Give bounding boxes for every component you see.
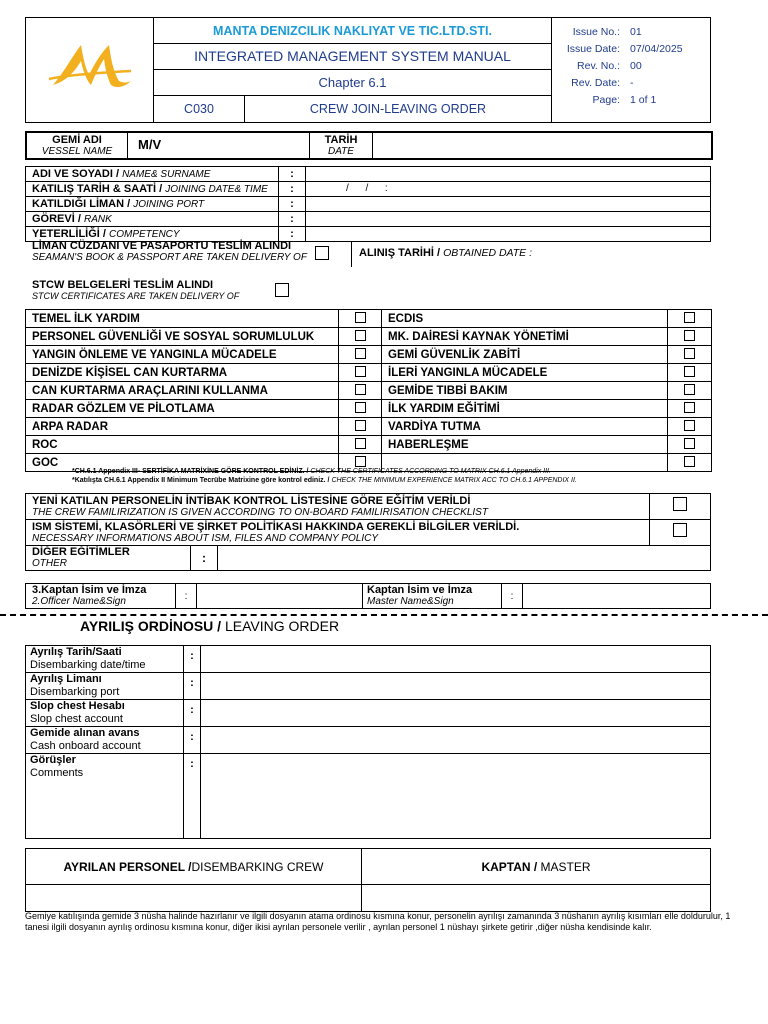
familiarization-2-checkbox[interactable] <box>673 523 687 537</box>
cut-line <box>0 614 768 616</box>
checkbox-icon[interactable] <box>684 384 695 395</box>
leaving-title-en: LEAVING ORDER <box>224 618 340 634</box>
joining-field-colon: : <box>279 182 306 197</box>
certificates-grid <box>25 309 712 472</box>
note-1 <box>72 467 577 476</box>
leaving-field-label <box>26 700 184 727</box>
checkbox-icon[interactable] <box>355 330 366 341</box>
joining-field-tr: YETERLİLİĞİ / <box>32 227 110 240</box>
issue-no-label: Issue No.: <box>572 26 620 38</box>
joining-field-row <box>26 182 711 197</box>
rev-date-label: Rev. Date: <box>571 77 620 89</box>
certificate-right-check-cell <box>668 382 712 400</box>
certificate-right-label: İLK YARDIM EĞİTİMİ <box>382 400 668 418</box>
certificate-row <box>26 310 712 328</box>
certificate-left-check-cell <box>339 364 382 382</box>
checkbox-icon[interactable] <box>684 348 695 359</box>
checkbox-icon[interactable] <box>684 402 695 413</box>
disembarking-crew-en: DISEMBARKING CREW <box>191 859 324 874</box>
certificate-right-label: İLERİ YANGINLA MÜCADELE <box>382 364 668 382</box>
page-total: 1 <box>650 94 657 106</box>
certificate-left-check-cell <box>339 310 382 328</box>
certificate-row <box>26 364 712 382</box>
joining-field-row <box>26 212 711 227</box>
leaving-field-label <box>26 646 184 673</box>
checkbox-icon[interactable] <box>355 456 366 467</box>
seaman-book-checkbox[interactable] <box>315 246 329 260</box>
certificate-right-check-cell <box>668 346 712 364</box>
joining-field-row <box>26 167 711 182</box>
certificate-right-check-cell <box>668 436 712 454</box>
rev-no-value: 00 <box>630 60 642 72</box>
certificate-left-label: ARPA RADAR <box>26 418 339 436</box>
certificate-row <box>26 436 712 454</box>
certificate-row <box>26 418 712 436</box>
certificate-left-label: PERSONEL GÜVENLİĞİ VE SOSYAL SORUMLULUK <box>26 328 339 346</box>
company-name-cell <box>154 18 552 44</box>
joining-field-colon: : <box>279 197 306 212</box>
familiarization-row-2 <box>26 520 650 546</box>
leaving-field-tr: Ayrılış Limanı <box>30 673 102 685</box>
other-training-label <box>26 546 191 571</box>
joining-field-en: RANK <box>83 213 112 225</box>
issue-date-value: 07/04/2025 <box>630 43 683 55</box>
certificate-left-label: ROC <box>26 436 339 454</box>
stcw-en: STCW CERTIFICATES ARE TAKEN DELIVERY OF <box>32 291 240 301</box>
familiarization-2-en: NECESSARY INFORMATIONS ABOUT ISM, FILES AND COMPANY POLICY <box>32 532 378 544</box>
certificate-left-label: GOC <box>26 454 339 472</box>
note-2-bold: *Katılışta CH.6.1 Appendix II Minimum Tecrübe Matrixine göre kontrol ediniz. / <box>72 477 330 484</box>
checkbox-icon[interactable] <box>355 420 366 431</box>
checkbox-icon[interactable] <box>684 438 695 449</box>
leaving-order-title <box>80 618 339 634</box>
joining-field-tr: KATILDIĞI LİMAN / <box>32 197 134 210</box>
leaving-field-row <box>26 700 711 727</box>
certificate-left-label: YANGIN ÖNLEME VE YANGINLA MÜCADELE <box>26 346 339 364</box>
leaving-field-value[interactable] <box>201 754 711 839</box>
other-training-table <box>25 545 711 571</box>
familiarization-table <box>25 493 711 546</box>
leaving-field-row <box>26 646 711 673</box>
joining-field-value[interactable] <box>306 167 711 182</box>
leaving-title-tr: AYRILIŞ ORDİNOSU / <box>80 618 225 634</box>
seaman-book-en: SEAMAN'S BOOK & PASSPORT ARE TAKEN DELIVERY OF <box>32 252 307 263</box>
obtained-date-tr: ALINIŞ TARİHİ / <box>359 247 444 259</box>
leaving-field-colon: : <box>184 727 201 754</box>
date-en: DATE <box>328 146 354 157</box>
certificate-right-check-cell <box>668 454 712 472</box>
form-code-cell <box>154 96 245 123</box>
leaving-fields <box>25 645 711 839</box>
leaving-field-value[interactable] <box>201 700 711 727</box>
leaving-field-en: Comments <box>30 767 84 779</box>
joining-field-row <box>26 197 711 212</box>
join-signatures <box>25 583 711 609</box>
master-sign-field-leave[interactable] <box>362 885 711 912</box>
leaving-field-value[interactable] <box>201 646 711 673</box>
manual-title: INTEGRATED MANAGEMENT SYSTEM MANUAL <box>194 47 511 64</box>
familiarization-1-check-cell <box>650 494 711 520</box>
certificate-right-label: GEMİ GÜVENLİK ZABİTİ <box>382 346 668 364</box>
leaving-field-tr: Slop chest Hesabı <box>30 700 125 712</box>
form-title: CREW JOIN-LEAVING ORDER <box>309 102 487 116</box>
rev-date-value: - <box>630 77 634 89</box>
joining-field-label <box>26 197 279 212</box>
date-tr: TARİH <box>324 134 358 146</box>
checkbox-icon[interactable] <box>355 366 366 377</box>
certificate-right-label: GEMİDE TIBBİ BAKIM <box>382 382 668 400</box>
checkbox-icon[interactable] <box>355 438 366 449</box>
document-header <box>25 17 711 123</box>
manual-title-cell <box>154 44 552 70</box>
certificate-right-label: MK. DAİRESİ KAYNAK YÖNETİMİ <box>382 328 668 346</box>
certificate-row <box>26 346 712 364</box>
certificate-right-check-cell <box>668 310 712 328</box>
issue-date-label: Issue Date: <box>566 43 620 55</box>
form-title-cell <box>245 96 552 123</box>
familiarization-2-check-cell <box>650 520 711 546</box>
joining-field-value[interactable] <box>306 212 711 227</box>
other-training-field[interactable] <box>218 546 711 571</box>
familiarization-1-tr: YENİ KATILAN PERSONELİN İNTİBAK KONTROL LİSTESİNE GÖRE EĞİTİM VERİLDİ <box>32 494 471 507</box>
logo-cell <box>26 18 154 123</box>
chapter: Chapter 6.1 <box>318 74 387 90</box>
leaving-field-label <box>26 754 184 839</box>
notes <box>72 467 577 485</box>
manta-logo <box>47 41 133 95</box>
joining-field-colon: : <box>279 167 306 182</box>
leaving-field-en: Disembarking date/time <box>30 659 146 671</box>
disembarking-crew-label <box>26 849 362 885</box>
page-current: 1 <box>630 94 636 106</box>
stcw-checkbox[interactable] <box>275 283 289 297</box>
form-code: C030 <box>184 102 214 116</box>
date-label <box>310 133 373 158</box>
joining-field-en: JOINING PORT <box>133 198 205 210</box>
joining-field-label <box>26 212 279 227</box>
other-training-en: OTHER <box>32 558 67 569</box>
joining-field-en: JOINING DATE& TIME <box>165 183 268 195</box>
note-1-italic: CHECK THE CERTIFICATES ACCORDING TO MATRIX CH.6.1 Appendix III. <box>308 468 551 475</box>
leaving-field-tr: Gemide alınan avans <box>30 727 140 739</box>
officer-sign-label <box>26 584 176 609</box>
rev-no-label: Rev. No.: <box>577 60 620 72</box>
leaving-field-row <box>26 754 711 839</box>
checkbox-icon[interactable] <box>355 402 366 413</box>
footer-note: Gemiye katılışında gemide 3 nüsha halinde hazırlanır ve ilgili dosyanın atama ordinosu kısmına konur, personelin ayrılışı zamanında 3 nüshanın ayrılış kısımları elle doldurulur, 1 tanesi ilgili dosyanın ayrılış ordinosu kısmına konur, diğer ikisi ayrılan personele verilir , ayrılan personel 1 nüshayı şirkete getirir ,diğer nüsha kendisinde kalır. <box>25 911 731 932</box>
certificate-left-label: TEMEL İLK YARDIM <box>26 310 339 328</box>
officer-sign-colon: : <box>176 584 197 609</box>
joining-field-value[interactable] <box>306 197 711 212</box>
joining-field-tr: KATILIŞ TARİH & SAATİ / <box>32 182 166 195</box>
stcw-tr: STCW BELGELERİ TESLİM ALINDI <box>32 279 214 291</box>
certificate-right-check-cell <box>668 364 712 382</box>
seaman-book-row <box>32 240 362 263</box>
vessel-name-en: VESSEL NAME <box>41 146 113 157</box>
seaman-book-tr: LİMAN CÜZDANI VE PASAPORTU TESLİM ALINDI <box>32 240 292 252</box>
certificate-left-label: RADAR GÖZLEM VE PİLOTLAMA <box>26 400 339 418</box>
leaving-field-row <box>26 727 711 754</box>
checkbox-icon[interactable] <box>684 420 695 431</box>
leaving-field-tr: Ayrılış Tarih/Saati <box>30 646 122 658</box>
master-sign-colon: : <box>502 584 523 609</box>
leaving-field-value[interactable] <box>201 727 711 754</box>
certificate-left-check-cell <box>339 328 382 346</box>
chapter-cell <box>154 70 552 96</box>
certificate-row <box>26 382 712 400</box>
checkbox-icon[interactable] <box>684 312 695 323</box>
date-field[interactable] <box>373 133 711 158</box>
joining-field-value[interactable]: / / : <box>306 182 711 197</box>
vessel-name-label <box>27 133 128 158</box>
joining-field-en: COMPETENCY <box>109 228 180 240</box>
disembarking-crew-sign-field[interactable] <box>26 885 362 912</box>
master-sign-field[interactable] <box>523 584 711 609</box>
certificate-right-label: HABERLEŞME <box>382 436 668 454</box>
vessel-row <box>25 131 713 160</box>
checkbox-icon[interactable] <box>684 456 695 467</box>
master-sign-en: Master Name&Sign <box>367 596 454 607</box>
other-training-colon: : <box>191 546 218 571</box>
certificate-row <box>26 400 712 418</box>
leaving-field-tr: Görüşler <box>30 754 76 766</box>
page-label: Page: <box>592 94 620 106</box>
leaving-field-label <box>26 727 184 754</box>
leaving-field-label <box>26 673 184 700</box>
familiarization-1-en: THE CREW FAMILIRIZATION IS GIVEN ACCORDING TO ON-BOARD FAMILIRISATION CHECKLIST <box>32 506 488 518</box>
officer-sign-field[interactable] <box>197 584 363 609</box>
document-meta <box>552 18 711 123</box>
joining-field-colon: : <box>279 227 306 242</box>
page-value <box>630 94 702 106</box>
leaving-field-en: Cash onboard account <box>30 740 141 752</box>
officer-sign-en: 2.Officer Name&Sign <box>32 596 126 607</box>
certificate-left-check-cell <box>339 346 382 364</box>
checkbox-icon[interactable] <box>684 366 695 377</box>
leaving-field-colon: : <box>184 700 201 727</box>
obtained-date[interactable] <box>359 247 532 259</box>
leaving-field-colon: : <box>184 754 201 839</box>
certificate-left-check-cell <box>339 418 382 436</box>
leaving-field-row <box>26 673 711 700</box>
divider <box>351 241 352 267</box>
note-2 <box>72 476 577 485</box>
joining-field-label <box>26 182 279 197</box>
familiarization-1-checkbox[interactable] <box>673 497 687 511</box>
stcw-row <box>32 279 362 301</box>
certificate-left-label: DENİZDE KİŞİSEL CAN KURTARMA <box>26 364 339 382</box>
joining-field-value[interactable] <box>306 227 711 242</box>
certificate-right-check-cell <box>668 418 712 436</box>
obtained-date-en: OBTAINED DATE : <box>443 247 533 259</box>
familiarization-row-1 <box>26 494 650 520</box>
joining-field-colon: : <box>279 212 306 227</box>
officer-sign-tr: 3.Kaptan İsim ve İmza <box>32 584 147 596</box>
certificate-left-label: CAN KURTARMA ARAÇLARINI KULLANMA <box>26 382 339 400</box>
certificate-right-label: ECDIS <box>382 310 668 328</box>
joining-field-en: NAME& SURNAME <box>122 168 211 180</box>
issue-no-value: 01 <box>630 26 642 38</box>
joining-field-label <box>26 167 279 182</box>
disembarking-crew-tr: AYRILAN PERSONEL / <box>63 859 192 874</box>
certificate-right-check-cell <box>668 328 712 346</box>
checkbox-icon[interactable] <box>355 348 366 359</box>
checkbox-icon[interactable] <box>355 384 366 395</box>
master-sign-label <box>363 584 502 609</box>
master-tr: KAPTAN / <box>481 859 541 874</box>
master-sign-tr: Kaptan İsim ve İmza <box>367 584 473 596</box>
master-label <box>362 849 711 885</box>
company-name: MANTA DENIZCILIK NAKLIYAT VE TIC.LTD.STI. <box>213 23 492 38</box>
familiarization-2-tr: ISM SİSTEMİ, KLASÖRLERİ VE ŞİRKET POLİTİKASI HAKKINDA GEREKLİ BİLGİLER VERİLDİ. <box>32 520 520 533</box>
checkbox-icon[interactable] <box>684 330 695 341</box>
certificate-right-label: VARDİYA TUTMA <box>382 418 668 436</box>
leaving-field-en: Slop chest account <box>30 713 123 725</box>
certificate-row <box>26 328 712 346</box>
checkbox-icon[interactable] <box>355 312 366 323</box>
joining-fields <box>25 166 711 242</box>
leaving-field-value[interactable] <box>201 673 711 700</box>
other-training-tr: DİĞER EĞİTİMLER <box>32 546 130 558</box>
leaving-field-colon: : <box>184 673 201 700</box>
leaving-field-en: Disembarking port <box>30 686 120 698</box>
leave-signatures <box>25 848 711 912</box>
certificate-right-check-cell <box>668 400 712 418</box>
vessel-name-field[interactable]: M/V <box>128 133 310 158</box>
vessel-name-tr: GEMİ ADI <box>52 134 102 146</box>
note-1-bold: *CH.6.1 Appendix III- SERTİFİKA MATRİXİNE GÖRE KONTROL EDİNİZ. / <box>72 468 309 475</box>
certificate-left-check-cell <box>339 400 382 418</box>
certificate-left-check-cell <box>339 436 382 454</box>
leaving-field-colon: : <box>184 646 201 673</box>
joining-field-tr: ADI VE SOYADI / <box>32 167 123 180</box>
certificate-left-check-cell <box>339 382 382 400</box>
master-en: MASTER <box>540 859 591 874</box>
note-2-italic: CHECK THE MINIMUM EXPERIENCE MATRIX ACC TO CH.6.1 APPENDIX II. <box>329 477 577 484</box>
page-of: of <box>638 94 648 106</box>
joining-field-tr: GÖREVİ / <box>32 212 84 225</box>
